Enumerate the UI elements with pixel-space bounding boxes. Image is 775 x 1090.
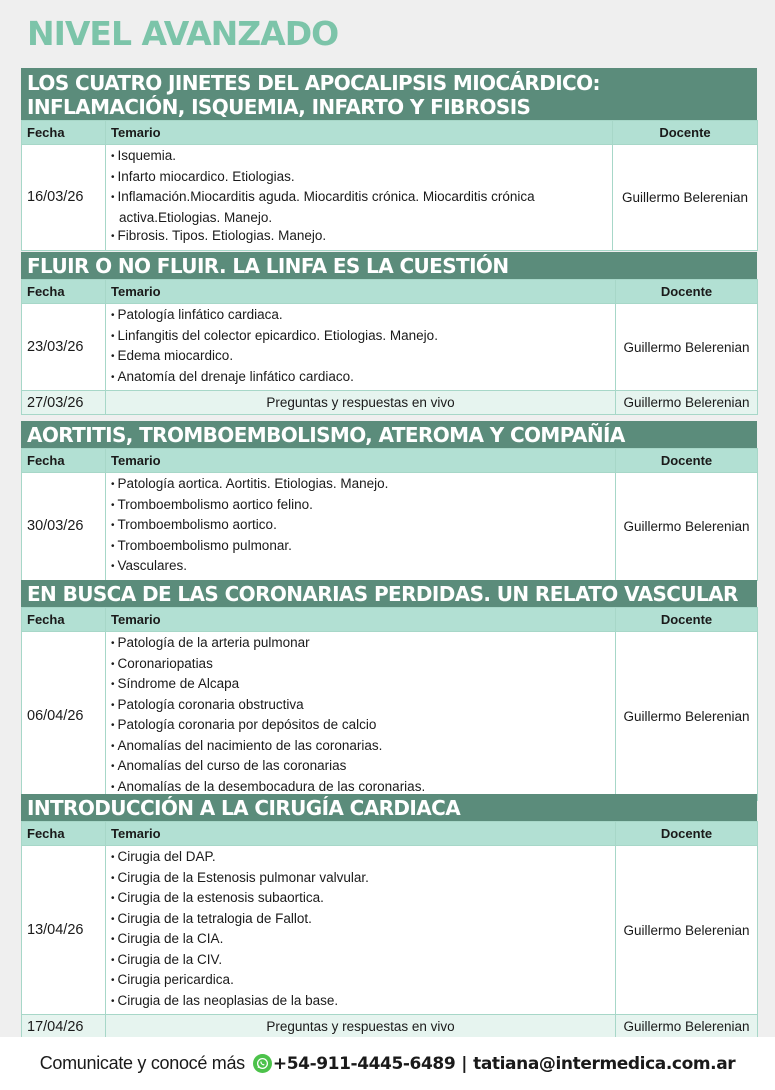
table-header (22, 280, 758, 304)
qa-text: Preguntas y respuestas en vivo (106, 391, 616, 415)
docente-cell: Guillermo Belerenian (616, 473, 758, 581)
qa-row (22, 1015, 758, 1039)
temario-item: • Patología linfático cardiaca. (109, 306, 612, 327)
table-row (22, 145, 758, 251)
col-temario: Temario (106, 449, 616, 473)
col-fecha: Fecha (22, 822, 106, 846)
col-docente: Docente (616, 822, 758, 846)
table-row (22, 632, 758, 801)
section-miocardico (21, 68, 757, 251)
fecha-cell: 27/03/26 (22, 391, 106, 415)
temario-cell (106, 846, 616, 1015)
separator: | (461, 1053, 468, 1074)
col-temario: Temario (106, 280, 616, 304)
footer-lead: Comunicate y conocé más (39, 1053, 245, 1073)
temario-item: • Tromboembolismo aortico. (109, 516, 612, 537)
qa-text: Preguntas y respuestas en vivo (106, 1015, 616, 1039)
temario-item: • Patología coronaria obstructiva (109, 696, 612, 717)
temario-item: • Infarto miocardico. Etiologias. (109, 168, 609, 189)
col-fecha: Fecha (22, 449, 106, 473)
fecha-cell: 16/03/26 (22, 145, 106, 251)
temario-item: • Coronariopatias (109, 655, 612, 676)
col-docente: Docente (616, 280, 758, 304)
fecha-cell: 17/04/26 (22, 1015, 106, 1039)
table-header (22, 822, 758, 846)
temario-item: • Cirugia de las neoplasias de la base. (109, 992, 612, 1013)
table-header (22, 608, 758, 632)
temario-item: • Cirugia del DAP. (109, 848, 612, 869)
fecha-cell: 06/04/26 (22, 632, 106, 801)
col-temario: Temario (106, 121, 613, 145)
temario-item: • Patología aortica. Aortitis. Etiologias. Manejo. (109, 475, 612, 496)
temario-item: • Edema miocardico. (109, 347, 612, 368)
col-temario: Temario (106, 608, 616, 632)
schedule-table (21, 448, 758, 581)
temario-item: • Tromboembolismo pulmonar. (109, 537, 612, 558)
qa-row (22, 391, 758, 415)
temario-item: • Isquemia. (109, 147, 609, 168)
col-fecha: Fecha (22, 608, 106, 632)
temario-item: • Cirugia de la tetralogia de Fallot. (109, 910, 612, 931)
contact-footer (0, 1037, 775, 1090)
col-fecha: Fecha (22, 121, 106, 145)
temario-item: • Tromboembolismo aortico felino. (109, 496, 612, 517)
temario-item: • Fibrosis. Tipos. Etiologias. Manejo. (109, 227, 609, 248)
phone-link[interactable]: +54-911-4445-6489 (272, 1053, 456, 1074)
temario-item: • Cirugia de la Estenosis pulmonar valvular. (109, 869, 612, 890)
col-docente: Docente (616, 608, 758, 632)
schedule-table (21, 821, 758, 1039)
whatsapp-icon (253, 1054, 272, 1073)
email-link[interactable]: tatiana@intermedica.com.ar (473, 1053, 736, 1074)
fecha-cell: 30/03/26 (22, 473, 106, 581)
fecha-cell: 23/03/26 (22, 304, 106, 391)
section-linfa (21, 252, 757, 415)
docente-cell: Guillermo Belerenian (613, 145, 758, 251)
docente-cell: Guillermo Belerenian (616, 391, 758, 415)
section-title: FLUIR O NO FLUIR. LA LINFA ES LA CUESTIÓN (21, 252, 757, 279)
temario-item: • Vasculares. (109, 557, 612, 578)
temario-item: • Síndrome de Alcapa (109, 675, 612, 696)
temario-item: • Anatomía del drenaje linfático cardiaco. (109, 368, 612, 389)
table-header (22, 449, 758, 473)
docente-cell: Guillermo Belerenian (616, 1015, 758, 1039)
schedule-table (21, 607, 758, 801)
temario-item: • Anomalías de la desembocadura de las coronarias. (109, 778, 612, 799)
section-title: LOS CUATRO JINETES DEL APOCALIPSIS MIOCÁRDICO: INFLAMACIÓN, ISQUEMIA, INFARTO Y FIBROSIS (21, 68, 757, 120)
schedule-table (21, 120, 758, 251)
page-title: NIVEL AVANZADO (27, 14, 339, 53)
temario-item: • Cirugia de la CIA. (109, 930, 612, 951)
section-title: AORTITIS, TROMBOEMBOLISMO, ATEROMA Y COMPAÑÍA (21, 421, 757, 448)
temario-cell (106, 632, 616, 801)
section-coronarias (21, 580, 757, 801)
col-docente: Docente (616, 449, 758, 473)
table-header (22, 121, 758, 145)
docente-cell: Guillermo Belerenian (616, 846, 758, 1015)
temario-cell (106, 304, 616, 391)
table-row (22, 846, 758, 1015)
col-temario: Temario (106, 822, 616, 846)
temario-cell (106, 145, 613, 251)
temario-cell (106, 473, 616, 581)
temario-item: • Inflamación.Miocarditis aguda. Miocarditis crónica. Miocarditis crónica activa.Etiologias. Manejo. (109, 188, 609, 227)
table-row (22, 304, 758, 391)
docente-cell: Guillermo Belerenian (616, 304, 758, 391)
section-cirugia (21, 794, 757, 1039)
temario-item: • Anomalías del curso de las coronarias (109, 757, 612, 778)
section-title: INTRODUCCIÓN A LA CIRUGÍA CARDIACA (21, 794, 757, 821)
temario-item: • Patología de la arteria pulmonar (109, 634, 612, 655)
section-aortitis (21, 421, 757, 581)
temario-item: • Anomalías del nacimiento de las coronarias. (109, 737, 612, 758)
section-title: EN BUSCA DE LAS CORONARIAS PERDIDAS. UN RELATO VASCULAR (21, 580, 757, 607)
col-docente: Docente (613, 121, 758, 145)
table-row (22, 473, 758, 581)
temario-item: • Linfangitis del colector epicardico. Etiologias. Manejo. (109, 327, 612, 348)
schedule-table (21, 279, 758, 415)
temario-item: • Cirugia de la estenosis subaortica. (109, 889, 612, 910)
temario-item: • Patología coronaria por depósitos de calcio (109, 716, 612, 737)
docente-cell: Guillermo Belerenian (616, 632, 758, 801)
temario-item: • Cirugia de la CIV. (109, 951, 612, 972)
fecha-cell: 13/04/26 (22, 846, 106, 1015)
temario-item: • Cirugia pericardica. (109, 971, 612, 992)
col-fecha: Fecha (22, 280, 106, 304)
